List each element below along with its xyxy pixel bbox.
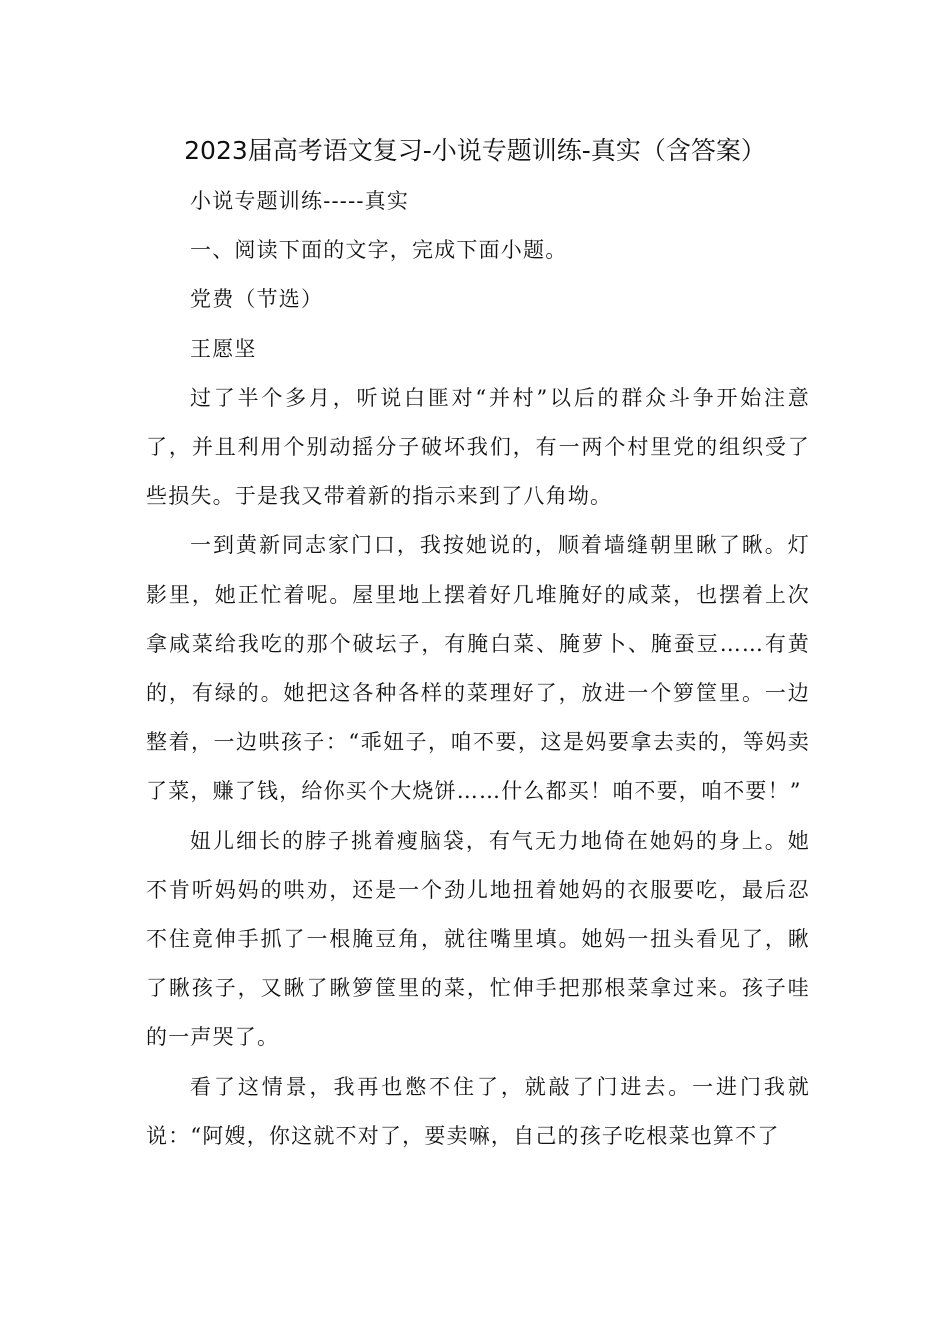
story-author: 王愿坚: [190, 336, 257, 361]
document-title: 2023届高考语文复习-小说专题训练-真实（含答案）: [184, 136, 766, 165]
story-paragraph: 过了半个多月，听说白匪对“并村”以后的群众斗争开始注意了，并且利用个别动摇分子破坏我们，有一两个村里党的组织受了些损失。于是我又带着新的指示来到了八角坳。: [146, 385, 810, 509]
story-paragraph: 一到黄新同志家门口，我按她说的，顺着墙缝朝里瞅了瞅。灯影里，她正忙着呢。屋里地上摆着好几堆腌好的咸菜，也摆着上次拿咸菜给我吃的那个破坛子，有腌白菜、腌萝卜、腌蚕豆……有黄的，有绿的。她把这各种各样的菜理好了，放进一个箩筐里。一边整着，一边哄孩子：“乖妞子，咱不要，这是妈要拿去卖的，等妈卖了菜，赚了钱，给你买个大烧饼……什么都买！咱不要，咱不要！”: [146, 533, 810, 804]
document-body: [146, 177, 810, 1161]
section-subtitle: 小说专题训练-----真实: [190, 189, 410, 213]
story-title: 党费（节选）: [190, 287, 324, 312]
question-intro: 一、阅读下面的文字，完成下面小题。: [190, 238, 568, 263]
story-paragraph: 妞儿细长的脖子挑着瘦脑袋，有气无力地倚在她妈的身上。她不肯听妈妈的哄劝，还是一个劲儿地扭着她妈的衣服要吃，最后忍不住竟伸手抓了一根腌豆角，就往嘴里填。她妈一扭头看见了，瞅了瞅孩子，又瞅了瞅箩筐里的菜，忙伸手把那根菜拿过来。孩子哇的一声哭了。: [146, 828, 810, 1050]
story-paragraph: 看了这情景，我再也憋不住了，就敲了门进去。一进门我就说：“阿嫂，你这就不对了，要卖嘛，自己的孩子吃根菜也算不了: [146, 1074, 810, 1148]
